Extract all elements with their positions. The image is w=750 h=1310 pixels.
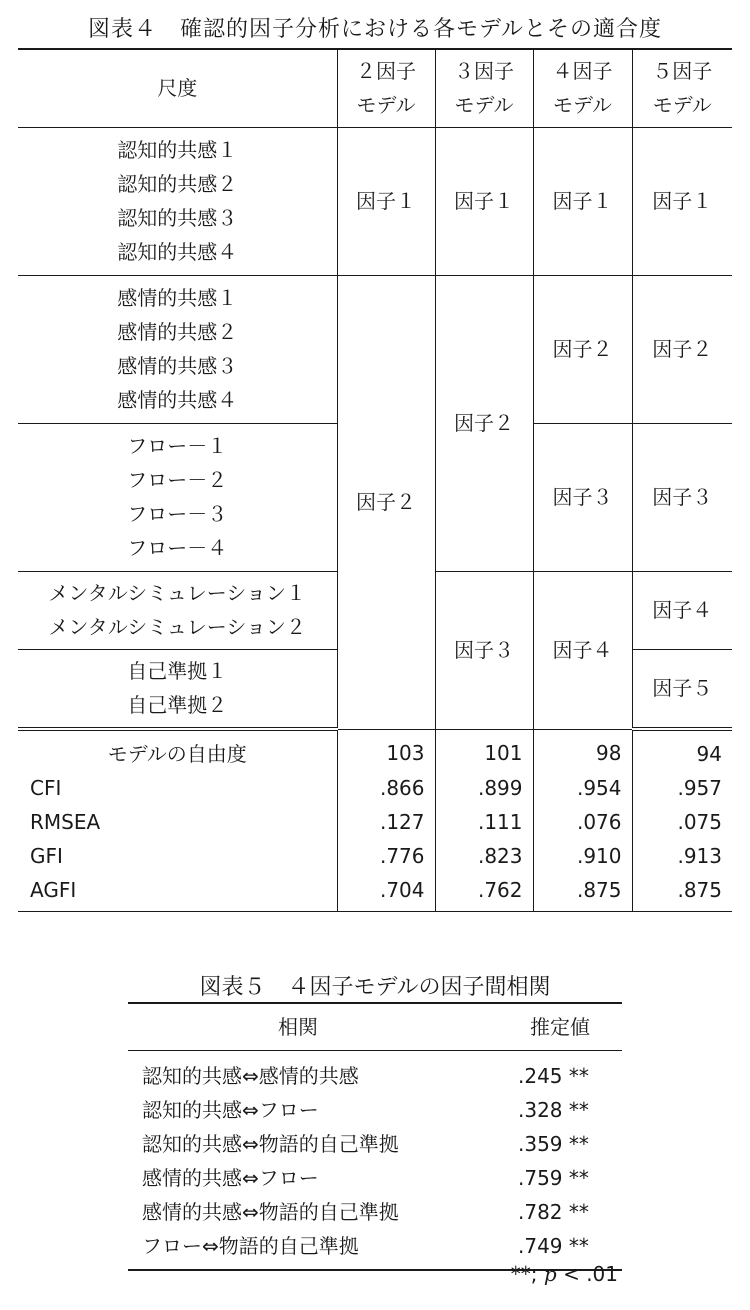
header-model-4: ４因子 モデル — [533, 49, 632, 127]
stat-value: 101 — [435, 729, 533, 771]
t5-estimate: .359 ** — [518, 1132, 589, 1156]
stat-label: AGFI — [18, 873, 337, 912]
m2-factor2: 因子２ — [337, 275, 435, 729]
t5-header-estimate: 推定値 — [468, 1003, 622, 1051]
stat-value: .075 — [632, 805, 732, 839]
t5-relation: 感情的共感⇔フロー — [142, 1166, 319, 1190]
t5-estimate: .782 ** — [518, 1200, 589, 1224]
stat-value: .111 — [435, 805, 533, 839]
t5-estimate: .759 ** — [518, 1166, 589, 1190]
stat-row-gfi — [18, 839, 732, 873]
m5-factor5: 因子５ — [632, 649, 732, 729]
stat-row-rmsea — [18, 805, 732, 839]
header-row — [18, 49, 732, 127]
stat-label: RMSEA — [18, 805, 337, 839]
header-model-3: ３因子 モデル — [435, 49, 533, 127]
t5-estimate: .749 ** — [468, 1229, 622, 1270]
stat-value: .875 — [632, 873, 732, 912]
table5-title: 図表５ ４因子モデルの因子間相関 — [199, 975, 551, 1000]
t5-relation: 認知的共感⇔感情的共感 — [142, 1064, 359, 1088]
scale-mental: メンタルシミュレーション１ メンタルシミュレーション２ — [18, 571, 337, 649]
scale-flow: フロー－１ フロー－２ フロー－３ フロー－４ — [18, 423, 337, 571]
header-model-2: ２因子 モデル — [337, 49, 435, 127]
m5-factor3: 因子３ — [632, 423, 732, 571]
table4-title: 図表４ 確認的因子分析における各モデルとその適合度 — [88, 17, 662, 42]
t5-header-relation: 相関 — [128, 1003, 468, 1051]
t5-row — [128, 1195, 622, 1229]
t5-relation: 認知的共感⇔フロー — [142, 1098, 319, 1122]
stat-value: .076 — [533, 805, 632, 839]
stat-value: .910 — [533, 839, 632, 873]
stat-value: .823 — [435, 839, 533, 873]
stat-value: .913 — [632, 839, 732, 873]
m3-factor2: 因子２ — [435, 275, 533, 571]
significance-note: **; p < .01 — [510, 1262, 618, 1286]
m5-factor4: 因子４ — [632, 571, 732, 649]
t5-row — [128, 1093, 622, 1127]
stat-value: 103 — [337, 729, 435, 771]
m4-factor2: 因子２ — [533, 275, 632, 423]
scale-cognitive: 認知的共感１ 認知的共感２ 認知的共感３ 認知的共感４ — [18, 127, 337, 275]
stat-value: .127 — [337, 805, 435, 839]
stat-value: .957 — [632, 771, 732, 805]
stat-value: .866 — [337, 771, 435, 805]
m2-factor1: 因子１ — [337, 127, 435, 275]
t5-estimate: .245 ** — [518, 1064, 589, 1088]
row-emotional — [18, 275, 732, 423]
t5-relation: 認知的共感⇔物語的自己準拠 — [142, 1132, 399, 1156]
stat-value: .704 — [337, 873, 435, 912]
row-cognitive — [18, 127, 732, 275]
header-scale: 尺度 — [18, 49, 337, 127]
t5-row — [128, 1161, 622, 1195]
scale-self: 自己準拠１ 自己準拠２ — [18, 649, 337, 729]
t5-header-row — [128, 1003, 622, 1051]
m3-factor1: 因子１ — [435, 127, 533, 275]
t5-row — [128, 1051, 622, 1094]
stat-label: モデルの自由度 — [18, 729, 337, 771]
m4-factor3: 因子３ — [533, 423, 632, 571]
stat-row-cfi — [18, 771, 732, 805]
stat-row-df — [18, 729, 732, 771]
stat-value: .954 — [533, 771, 632, 805]
stat-value: 98 — [533, 729, 632, 771]
stat-value: 94 — [632, 729, 732, 771]
t5-row — [128, 1127, 622, 1161]
m5-factor2: 因子２ — [632, 275, 732, 423]
t5-relation: フロー⇔物語的自己準拠 — [128, 1229, 468, 1270]
stat-value: .899 — [435, 771, 533, 805]
stat-label: CFI — [18, 771, 337, 805]
m4-factor1: 因子１ — [533, 127, 632, 275]
m3-factor3: 因子３ — [435, 571, 533, 729]
stat-value: .776 — [337, 839, 435, 873]
t5-relation: 感情的共感⇔物語的自己準拠 — [142, 1200, 399, 1224]
model-fit-table — [18, 48, 732, 912]
t5-estimate: .328 ** — [518, 1098, 589, 1122]
header-model-5: ５因子 モデル — [632, 49, 732, 127]
stat-value: .875 — [533, 873, 632, 912]
factor-correlation-table — [128, 1002, 622, 1271]
stat-row-agfi — [18, 873, 732, 912]
stat-value: .762 — [435, 873, 533, 912]
m4-factor4: 因子４ — [533, 571, 632, 729]
m5-factor1: 因子１ — [632, 127, 732, 275]
stat-label: GFI — [18, 839, 337, 873]
scale-emotional: 感情的共感１ 感情的共感２ 感情的共感３ 感情的共感４ — [18, 275, 337, 423]
